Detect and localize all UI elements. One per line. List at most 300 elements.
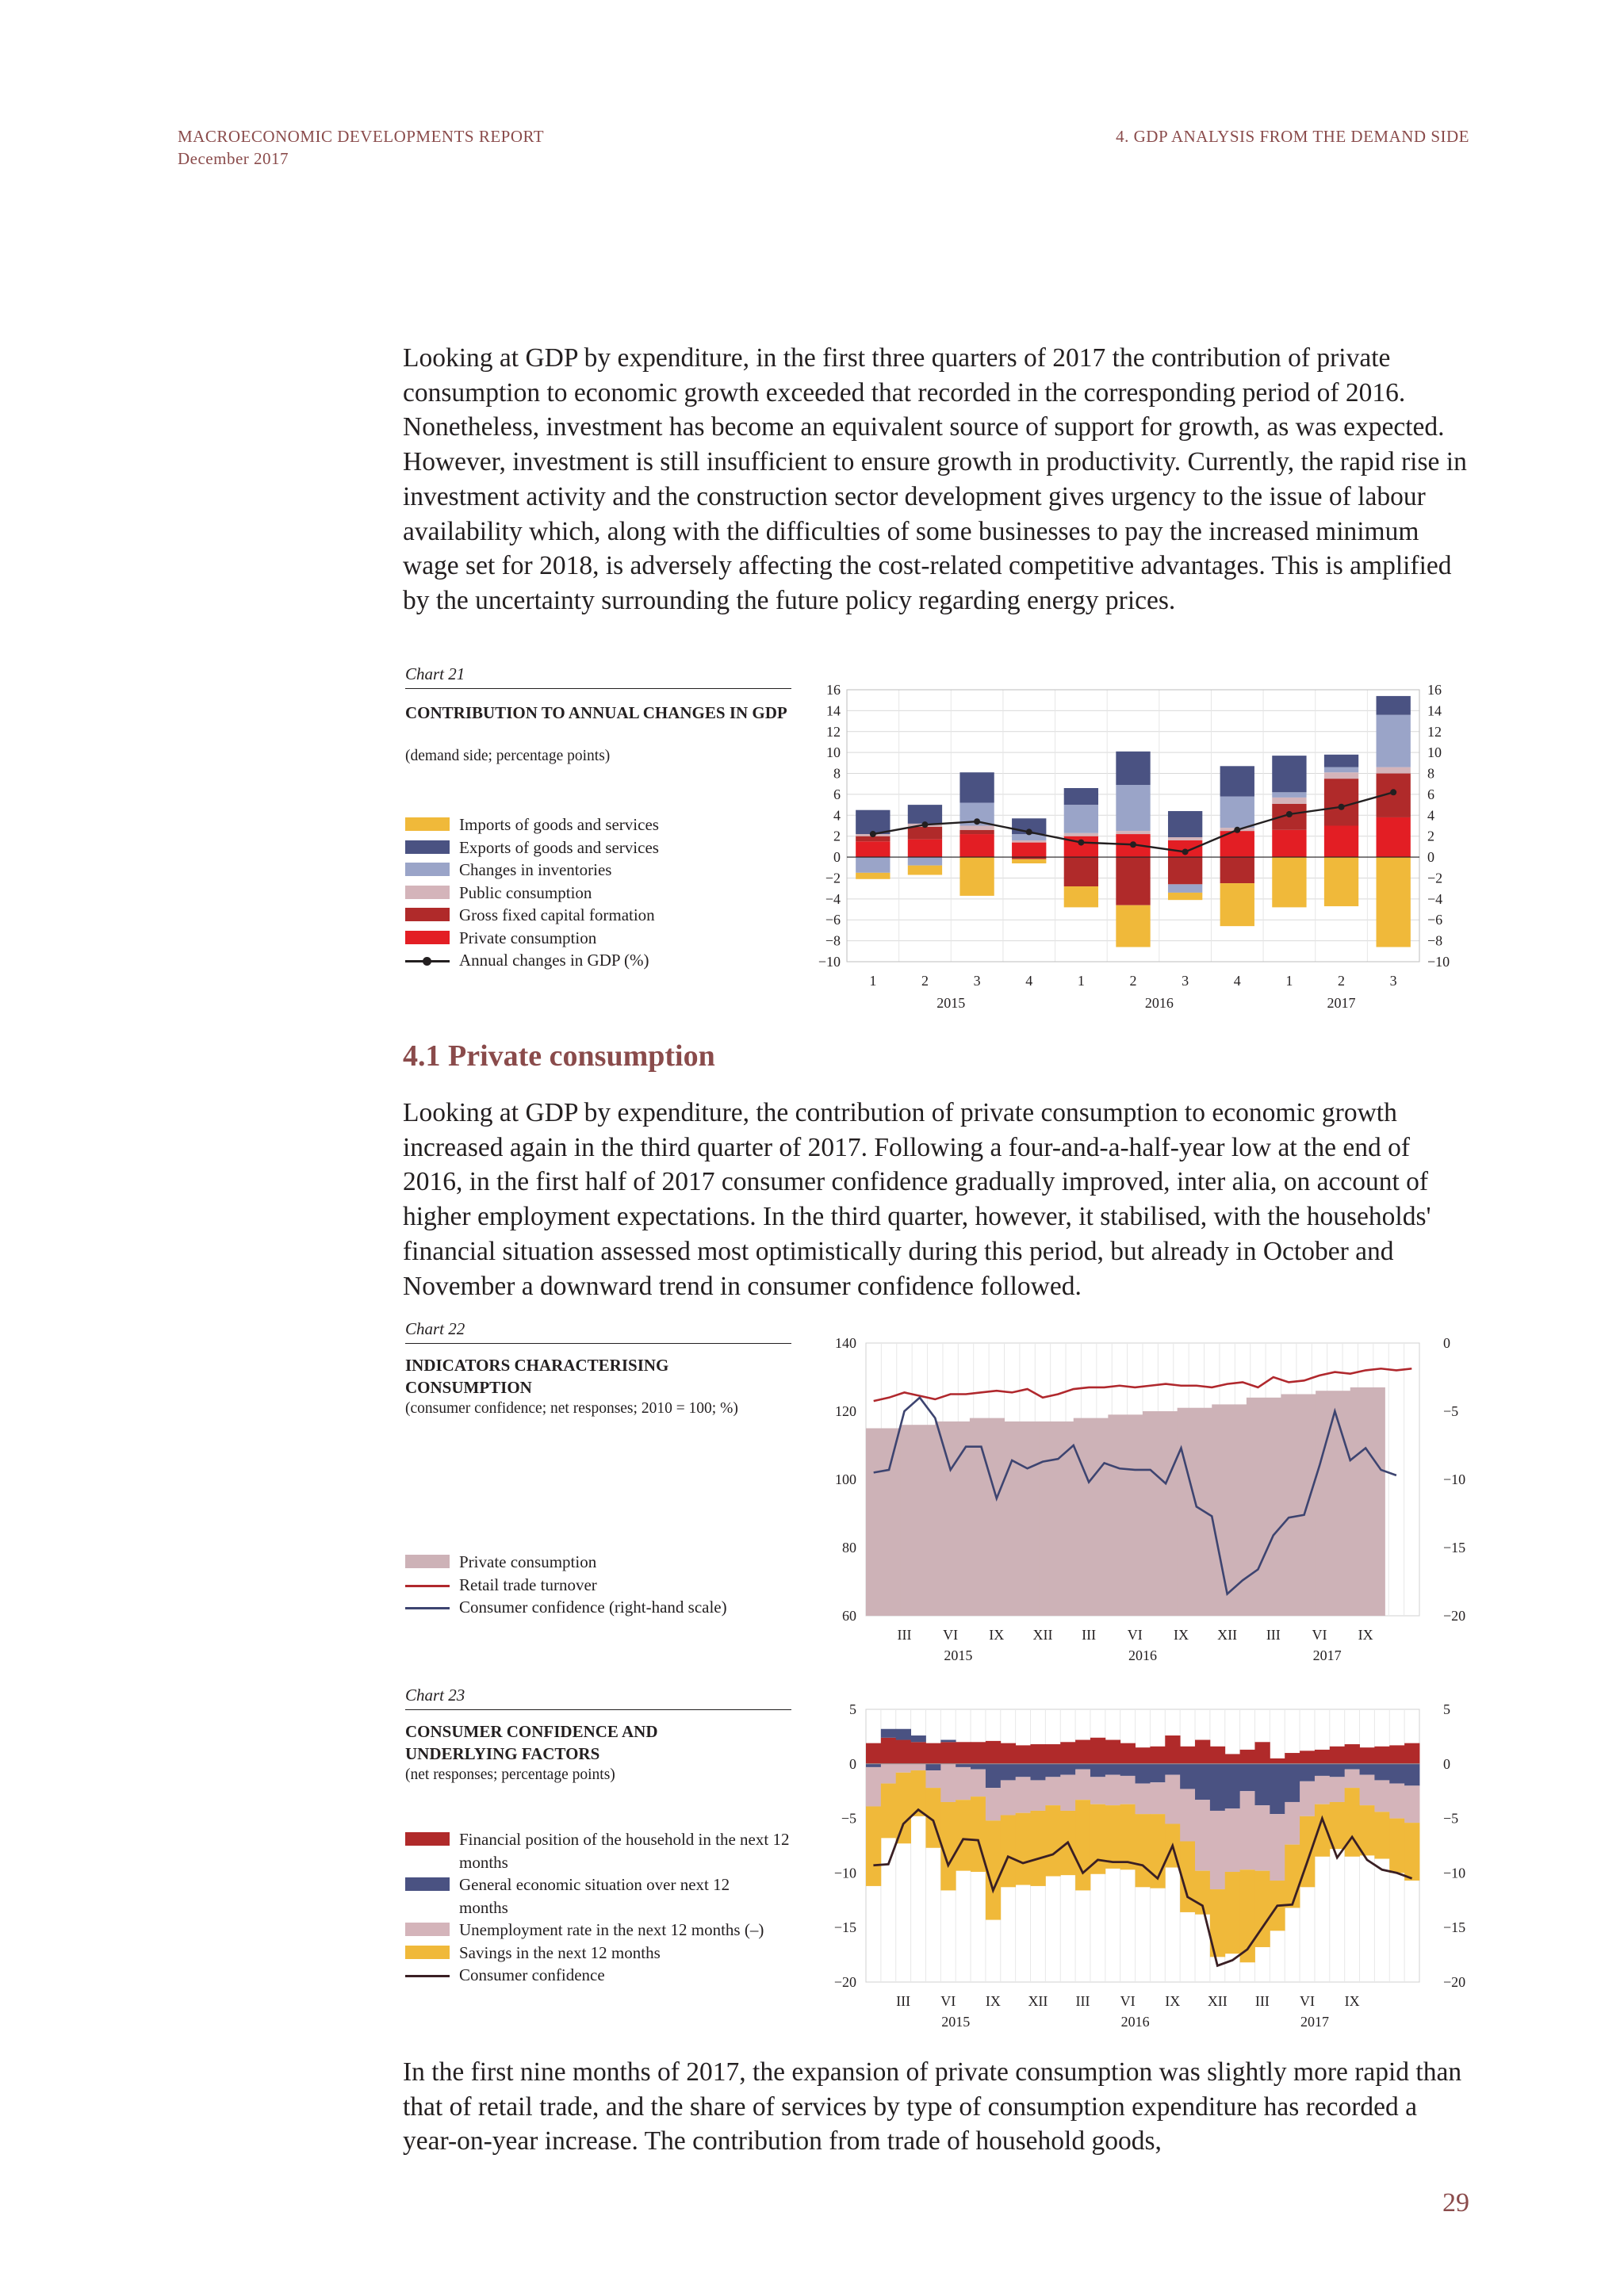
- chart-23-plot: [817, 1698, 1483, 2039]
- chart-23-subtitle: (net responses; percentage points): [405, 1766, 615, 1783]
- y-tick-label: 80: [842, 1540, 856, 1556]
- section-title: 4.1 Private consumption: [403, 1039, 715, 1073]
- bar-segment: [971, 1764, 986, 1770]
- bar-segment: [866, 1764, 881, 1767]
- chart-21-rule: [405, 688, 791, 689]
- bar-segment: [1389, 1784, 1404, 1819]
- legend-line-marker: [405, 949, 450, 962]
- y-tick-label-right: −5: [1443, 1810, 1459, 1827]
- year-label: 2017: [1312, 1647, 1342, 1663]
- chart-23-title: CONSUMER CONFIDENCE AND UNDERLYING FACTORS: [405, 1722, 658, 1763]
- paragraph-3-text: In the first nine months of 2017, the expansion of private consumption was slightly more rapid than that of retail trade, and the share of services by type of consumption expenditure has recorded a year-on-year increase. The contribution from trade of household goods,: [403, 2057, 1462, 2156]
- bar-segment: [956, 1800, 971, 1870]
- bar-segment: [911, 1764, 926, 1770]
- bar-segment: [1001, 1815, 1016, 1887]
- private-consumption-area: [1108, 1414, 1143, 1616]
- legend-item-retail-trade: [405, 1574, 727, 1597]
- bar-segment: [925, 1764, 940, 1770]
- legend-swatch: [405, 886, 450, 899]
- x-tick-label: III: [1082, 1627, 1097, 1643]
- bar-segment: [1075, 1800, 1090, 1890]
- bar-segment: [866, 1806, 881, 1885]
- paragraph-private-consumption: [403, 1096, 1473, 1303]
- bar-segment: [1120, 1743, 1136, 1764]
- bar-segment: [1210, 1747, 1225, 1764]
- legend-swatch: [405, 863, 450, 876]
- bar-segment: [1060, 1764, 1075, 1775]
- bar-segment: [1120, 1804, 1136, 1870]
- page-number: 29: [1442, 2188, 1469, 2218]
- bar-segment: [1330, 1764, 1345, 1777]
- bar-segment: [1374, 1780, 1389, 1812]
- bar-segment: [986, 1764, 1001, 1788]
- bar-segment: [1272, 830, 1306, 857]
- bar-segment: [1136, 1764, 1151, 1784]
- bar-segment: [1225, 1872, 1240, 1954]
- y-tick-label: 100: [835, 1471, 856, 1487]
- bar-segment: [1195, 1740, 1210, 1764]
- bar-segment: [1377, 767, 1411, 774]
- legend-label: Public consumption: [459, 882, 592, 902]
- bar-segment: [1285, 1764, 1300, 1802]
- bar-segment: [1254, 1805, 1270, 1871]
- bar-segment: [1012, 840, 1046, 843]
- y-tick-label-right: −20: [1443, 1608, 1466, 1624]
- y-tick-label: −10: [818, 954, 841, 970]
- bar-segment: [1016, 1813, 1031, 1885]
- legend-item-imports: [405, 813, 659, 836]
- bar-segment: [1168, 884, 1202, 893]
- chart-23-rule: [405, 1709, 791, 1710]
- y-tick-label: 12: [826, 723, 841, 740]
- bar-segment: [1075, 1764, 1090, 1770]
- bar-segment: [1374, 1764, 1389, 1781]
- bar-segment: [971, 1770, 986, 1797]
- year-label: 2017: [1300, 2014, 1329, 2030]
- bar-segment: [1105, 1775, 1120, 1806]
- legend-swatch: [405, 840, 450, 854]
- bar-segment: [1404, 1764, 1419, 1786]
- bar-segment: [1031, 1811, 1046, 1886]
- bar-segment: [1324, 755, 1358, 767]
- bar-segment: [1016, 1777, 1031, 1812]
- legend-label: Changes in inventories: [459, 860, 612, 879]
- x-tick-label: 2: [1129, 973, 1137, 989]
- legend-item-gdp: [405, 949, 659, 972]
- gdp-point: [1130, 841, 1136, 848]
- chart-21-legend: [405, 813, 659, 972]
- y-tick-label: 0: [833, 849, 841, 866]
- bar-segment: [1360, 1805, 1375, 1855]
- private-consumption-area: [901, 1425, 936, 1616]
- bar-segment: [1195, 1764, 1210, 1800]
- y-tick-label: 4: [833, 807, 841, 824]
- legend-label: Private consumption: [459, 1552, 597, 1571]
- bar-segment: [1330, 1777, 1345, 1802]
- bar-segment: [896, 1773, 911, 1843]
- bar-segment: [908, 866, 942, 875]
- x-tick-label: 1: [1077, 973, 1085, 989]
- private-consumption-area: [1005, 1422, 1040, 1616]
- bar-segment: [1377, 817, 1411, 857]
- bar-segment: [1150, 1747, 1165, 1764]
- y-tick-label: 140: [835, 1335, 856, 1351]
- bar-segment: [1001, 1780, 1016, 1815]
- year-label: 2017: [1327, 995, 1356, 1011]
- bar-segment: [1240, 1764, 1255, 1791]
- legend-label: Retail trade turnover: [459, 1575, 597, 1594]
- y-tick-label-right: 4: [1427, 807, 1434, 824]
- y-tick-label-right: −10: [1443, 1865, 1466, 1881]
- paragraph-intro: [403, 341, 1473, 618]
- gdp-point: [1286, 811, 1293, 817]
- bar-segment: [1210, 1764, 1225, 1811]
- private-consumption-area: [1350, 1387, 1385, 1616]
- x-tick-label: IX: [1358, 1627, 1373, 1643]
- bar-segment: [1300, 1751, 1315, 1764]
- bar-segment: [1031, 1764, 1046, 1781]
- bar-segment: [1377, 696, 1411, 715]
- y-tick-label: −8: [825, 932, 841, 949]
- legend-swatch: [405, 1946, 450, 1959]
- y-tick-label-right: 0: [1443, 1335, 1450, 1351]
- bar-segment: [1045, 1744, 1060, 1764]
- bar-segment: [1270, 1764, 1285, 1814]
- bar-segment: [1064, 886, 1098, 907]
- legend-label: Annual changes in GDP (%): [459, 951, 649, 970]
- bar-segment: [959, 830, 994, 834]
- bar-segment: [1064, 833, 1098, 836]
- y-tick-label: 2: [833, 828, 841, 844]
- bar-segment: [1389, 1745, 1404, 1763]
- y-tick-label: 6: [833, 786, 841, 802]
- legend-swatch: [405, 908, 450, 921]
- gdp-point: [1234, 827, 1240, 833]
- bar-segment: [1345, 1744, 1360, 1764]
- bar-segment: [896, 1740, 911, 1764]
- bar-segment: [1105, 1740, 1120, 1764]
- x-tick-label: III: [897, 1627, 912, 1643]
- bar-segment: [908, 805, 942, 824]
- y-tick-label-right: 2: [1427, 828, 1434, 844]
- bar-segment: [911, 1735, 926, 1742]
- bar-segment: [1324, 767, 1358, 773]
- bar-segment: [1220, 883, 1254, 926]
- legend-label: Imports of goods and services: [459, 815, 659, 834]
- bar-segment: [959, 834, 994, 857]
- bar-segment: [1016, 1745, 1031, 1763]
- bar-segment: [896, 1729, 911, 1740]
- legend-swatch: [405, 1923, 450, 1936]
- x-tick-label: VI: [1127, 1627, 1143, 1643]
- x-tick-label: VI: [1312, 1627, 1327, 1643]
- y-tick-label: −6: [825, 912, 841, 928]
- bar-segment: [856, 841, 890, 857]
- bar-segment: [1075, 1740, 1090, 1764]
- legend-label: Consumer confidence: [459, 1965, 605, 1984]
- x-tick-label: III: [1075, 1993, 1090, 2009]
- bar-segment: [1165, 1735, 1180, 1764]
- bar-segment: [1377, 857, 1411, 947]
- bar-segment: [1012, 843, 1046, 857]
- bar-segment: [959, 857, 994, 896]
- legend-line: [405, 1964, 450, 1977]
- y-tick-label-right: −2: [1427, 870, 1443, 886]
- x-tick-label: III: [896, 1993, 911, 2009]
- y-tick-label-right: 8: [1427, 765, 1434, 782]
- chart-21-plot: [817, 680, 1483, 1021]
- bar-segment: [1374, 1747, 1389, 1764]
- bar-segment: [956, 1767, 971, 1800]
- bar-segment: [925, 1743, 940, 1764]
- bar-segment: [1404, 1743, 1419, 1764]
- y-tick-label: 5: [849, 1701, 856, 1717]
- bar-segment: [1064, 805, 1098, 833]
- x-tick-label: XII: [1032, 1627, 1053, 1643]
- bar-segment: [1360, 1775, 1375, 1806]
- bar-segment: [1220, 857, 1254, 883]
- bar-segment: [1168, 837, 1202, 840]
- x-tick-label: VI: [943, 1627, 959, 1643]
- bar-segment: [1045, 1777, 1060, 1805]
- y-tick-label: −4: [825, 890, 841, 907]
- bar-segment: [1165, 1775, 1180, 1824]
- bar-segment: [1324, 772, 1358, 779]
- bar-segment: [1045, 1805, 1060, 1876]
- header-date: December 2017: [178, 149, 289, 168]
- y-tick-label: −2: [825, 870, 841, 886]
- x-tick-label: VI: [1300, 1993, 1316, 2009]
- bar-segment: [881, 1738, 896, 1764]
- x-tick-label: 3: [1389, 973, 1397, 989]
- bar-segment: [1324, 779, 1358, 825]
- bar-segment: [1324, 826, 1358, 858]
- y-tick-label-right: −15: [1443, 1540, 1466, 1556]
- legend-swatch: [405, 1832, 450, 1846]
- x-tick-label: III: [1266, 1627, 1281, 1643]
- bar-segment: [1195, 1800, 1210, 1870]
- y-tick-label-right: 12: [1427, 723, 1442, 740]
- x-tick-label: 1: [869, 973, 877, 989]
- bar-segment: [1360, 1747, 1375, 1764]
- x-tick-label: IX: [985, 1993, 1001, 2009]
- bar-segment: [856, 810, 890, 834]
- bar-segment: [866, 1767, 881, 1807]
- legend-item-inventories: [405, 859, 659, 882]
- y-tick-label-right: 5: [1443, 1701, 1450, 1717]
- bar-segment: [1105, 1764, 1120, 1775]
- x-tick-label: XII: [1028, 1993, 1048, 2009]
- bar-segment: [881, 1764, 896, 1784]
- bar-segment: [1220, 797, 1254, 828]
- bar-segment: [1136, 1747, 1151, 1764]
- bar-segment: [1090, 1777, 1105, 1804]
- bar-segment: [1064, 788, 1098, 805]
- legend-item-consumer-confidence: [405, 1964, 802, 1987]
- chart-22-title: INDICATORS CHARACTERISING CONSUMPTION: [405, 1356, 669, 1397]
- year-label: 2015: [936, 995, 966, 1011]
- chart-22-plot: [817, 1332, 1483, 1673]
- bar-segment: [1180, 1789, 1195, 1841]
- bar-segment: [1270, 1758, 1285, 1764]
- x-tick-label: IX: [1173, 1627, 1189, 1643]
- bar-segment: [1272, 798, 1306, 804]
- bar-segment: [1272, 857, 1306, 907]
- bar-segment: [1404, 1785, 1419, 1823]
- bar-segment: [1012, 859, 1046, 863]
- bar-segment: [1120, 1764, 1136, 1776]
- bar-segment: [1090, 1764, 1105, 1777]
- year-label: 2016: [1120, 2014, 1150, 2030]
- bar-segment: [1285, 1753, 1300, 1764]
- bar-segment: [986, 1788, 1001, 1820]
- bar-segment: [1136, 1784, 1151, 1815]
- legend-label: Exports of goods and services: [459, 837, 659, 857]
- bar-segment: [1150, 1764, 1165, 1782]
- y-tick-label-right: 16: [1427, 682, 1442, 698]
- y-tick-label-right: 10: [1427, 744, 1442, 761]
- legend-label: Private consumption: [459, 928, 597, 947]
- legend-item-private-consumption: [405, 1551, 727, 1574]
- bar-segment: [1240, 1750, 1255, 1764]
- y-tick-label-right: −10: [1427, 954, 1450, 970]
- gdp-point: [974, 818, 980, 825]
- gdp-point: [921, 821, 928, 828]
- x-tick-label: 3: [1182, 973, 1189, 989]
- legend-item-exports: [405, 836, 659, 859]
- chart-23-label: Chart 23: [405, 1686, 465, 1705]
- gdp-point: [1182, 848, 1189, 855]
- bar-segment: [1116, 785, 1150, 831]
- legend-item-public-consumption: [405, 882, 659, 905]
- bar-segment: [896, 1764, 911, 1773]
- y-tick-label: 10: [826, 744, 841, 761]
- bar-segment: [1210, 1811, 1225, 1889]
- legend-line: [405, 1574, 450, 1587]
- chart-22-label: Chart 22: [405, 1319, 465, 1338]
- private-consumption-area: [1212, 1404, 1247, 1616]
- bar-segment: [908, 827, 942, 840]
- bar-segment: [881, 1784, 896, 1839]
- bar-segment: [1168, 893, 1202, 900]
- x-tick-label: IX: [989, 1627, 1005, 1643]
- bar-segment: [1180, 1747, 1195, 1764]
- legend-label: Financial position of the household in the next 12 months: [459, 1830, 790, 1872]
- bar-segment: [1254, 1764, 1270, 1805]
- y-tick-label-right: 0: [1443, 1755, 1450, 1772]
- bar-segment: [1001, 1743, 1016, 1764]
- private-consumption-area: [866, 1429, 901, 1617]
- legend-item-private-consumption: [405, 927, 659, 950]
- bar-segment: [1225, 1754, 1240, 1763]
- bar-segment: [1116, 905, 1150, 947]
- bar-segment: [971, 1742, 986, 1764]
- y-tick-label-right: −15: [1443, 1919, 1466, 1936]
- bar-segment: [1254, 1742, 1270, 1764]
- chart-22-legend: [405, 1551, 727, 1619]
- bar-segment: [940, 1740, 956, 1743]
- bar-segment: [1220, 766, 1254, 796]
- bar-segment: [1168, 811, 1202, 837]
- chart-21-label: Chart 21: [405, 664, 465, 683]
- y-tick-label: −10: [833, 1865, 856, 1881]
- x-tick-label: 3: [973, 973, 981, 989]
- x-tick-label: 2: [1338, 973, 1346, 989]
- bar-segment: [1060, 1775, 1075, 1811]
- bar-segment: [1136, 1814, 1151, 1887]
- x-tick-label: XII: [1207, 1993, 1228, 2009]
- chart-21-subtitle: (demand side; percentage points): [405, 748, 611, 764]
- bar-segment: [1090, 1738, 1105, 1764]
- bar-segment: [1345, 1770, 1360, 1788]
- y-tick-label: −15: [833, 1919, 856, 1936]
- x-tick-label: 4: [1233, 973, 1241, 989]
- y-tick-label: 0: [849, 1755, 856, 1772]
- bar-segment: [1285, 1802, 1300, 1845]
- private-consumption-area: [1178, 1408, 1212, 1616]
- legend-swatch: [405, 1877, 450, 1891]
- legend-swatch: [405, 931, 450, 944]
- legend-label: General economic situation over next 12 months: [459, 1875, 730, 1917]
- bar-segment: [1272, 756, 1306, 792]
- y-tick-label-right: −4: [1427, 890, 1443, 907]
- chart-23-legend: [405, 1828, 802, 1987]
- bar-segment: [1031, 1744, 1046, 1764]
- bar-segment: [1225, 1808, 1240, 1872]
- chart-22-subtitle: (consumer confidence; net responses; 2010 = 100; %): [405, 1400, 738, 1417]
- gdp-point: [1078, 840, 1084, 846]
- chart-22-rule: [405, 1343, 791, 1344]
- y-tick-label-right: −8: [1427, 932, 1443, 949]
- bar-segment: [1345, 1764, 1360, 1770]
- bar-segment: [1389, 1764, 1404, 1784]
- bar-segment: [1330, 1747, 1345, 1764]
- bar-segment: [908, 840, 942, 857]
- legend-label: Savings in the next 12 months: [459, 1942, 661, 1962]
- bar-segment: [1315, 1776, 1330, 1804]
- y-tick-label: 120: [835, 1403, 856, 1419]
- bar-segment: [1165, 1764, 1180, 1775]
- private-consumption-area: [1316, 1391, 1350, 1616]
- y-tick-label-right: 6: [1427, 786, 1434, 802]
- header-chapter-title: 4. GDP ANALYSIS FROM THE DEMAND SIDE: [1116, 127, 1469, 146]
- bar-segment: [1324, 857, 1358, 906]
- y-tick-label-right: 0: [1427, 849, 1434, 866]
- bar-segment: [1360, 1764, 1375, 1775]
- bar-segment: [1270, 1814, 1285, 1881]
- year-label: 2016: [1144, 995, 1174, 1011]
- bar-segment: [908, 857, 942, 866]
- y-tick-label-right: −20: [1443, 1974, 1466, 1990]
- x-tick-label: 1: [1285, 973, 1293, 989]
- bar-segment: [856, 873, 890, 879]
- bar-segment: [866, 1743, 881, 1764]
- bar-segment: [1300, 1764, 1315, 1781]
- x-tick-label: 2: [921, 973, 929, 989]
- legend-item-gfcf: [405, 904, 659, 927]
- y-tick-label: −20: [833, 1974, 856, 1990]
- header-report-title: MACROECONOMIC DEVELOPMENTS REPORT: [178, 127, 545, 146]
- legend-item-consumer-confidence: [405, 1596, 727, 1619]
- bar-segment: [1168, 857, 1202, 884]
- x-tick-label: 4: [1025, 973, 1033, 989]
- bar-segment: [1075, 1770, 1090, 1800]
- legend-item-unemployment: [405, 1919, 802, 1942]
- bar-segment: [1285, 1845, 1300, 1908]
- bar-segment: [856, 857, 890, 873]
- bar-segment: [1116, 752, 1150, 785]
- gdp-point: [1026, 828, 1032, 835]
